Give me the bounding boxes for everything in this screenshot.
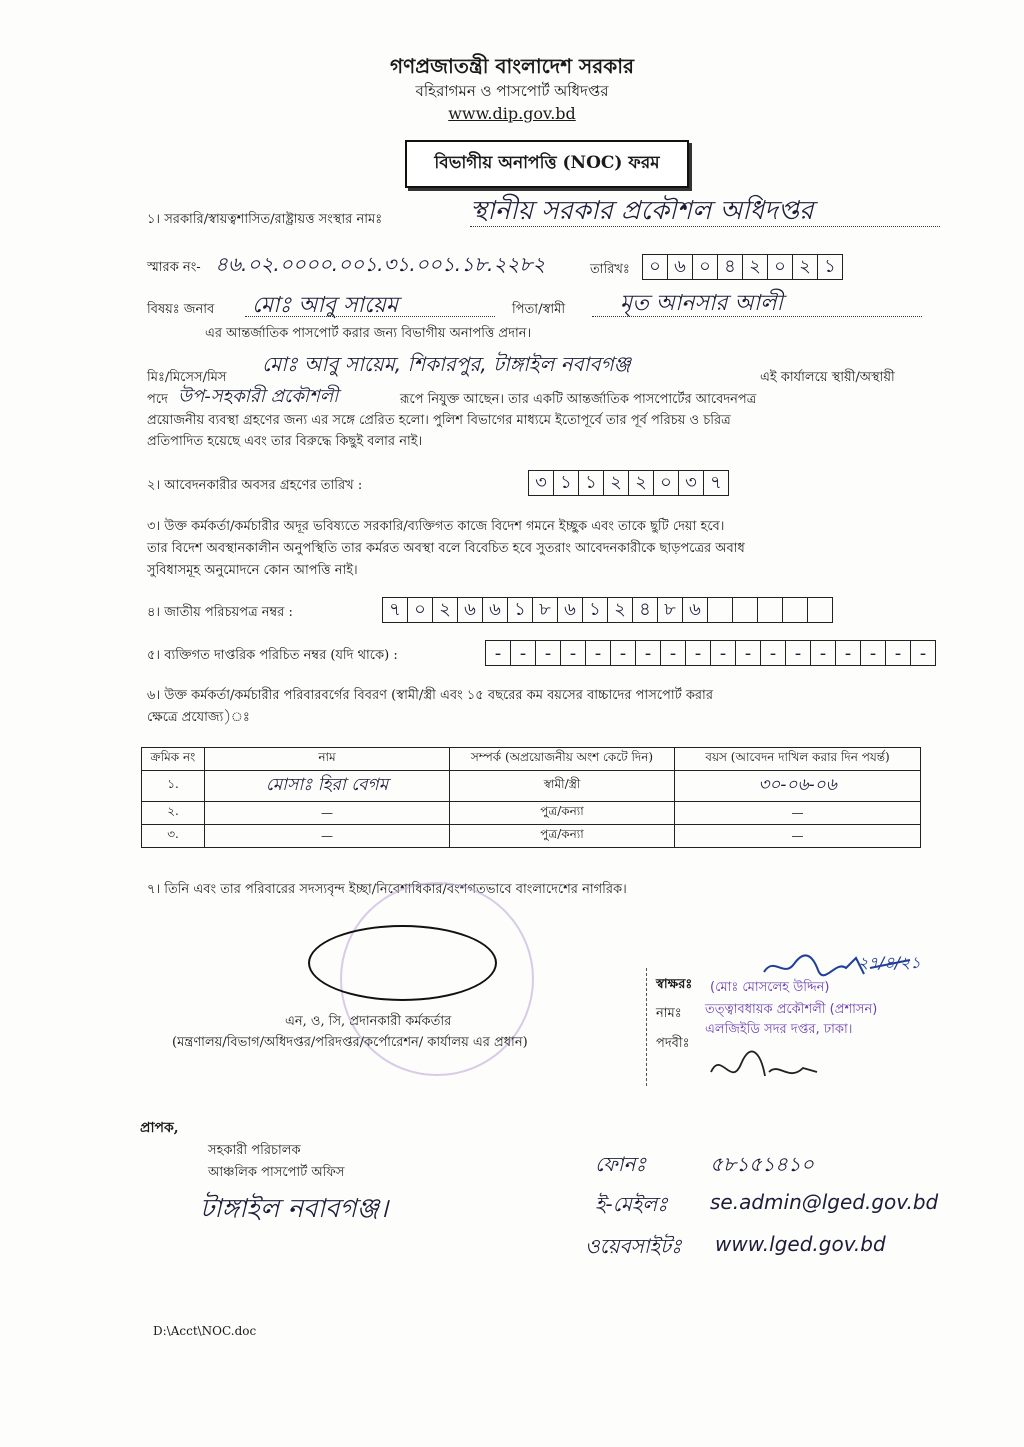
office-id-digit: - [761,641,786,665]
retire-digit: ৭ [710,471,722,493]
cell-age: — [675,825,921,848]
name-label: নামঃ [656,1006,682,1021]
nid-digit: ৮ [658,598,683,622]
phone-value: ৫৮১৫১৪১০ [710,1152,814,1176]
date-digit: ০ [643,255,668,279]
office-id-digit: - [886,641,911,665]
family-table-header [142,748,921,771]
date-digit: ৬ [668,255,693,279]
sec3-line1: ৩। উক্ত কর্মকর্তা/কর্মচারীর অদূর ভবিষ্যতে সরকারি/ব্যক্তিগত কাজে বিদেশ গমনে ইচ্ছুক এবং তাকে ছুটি দেয়া হবে। [147,519,725,534]
subject-dotline [245,316,495,317]
office-id-boxes [485,640,936,666]
noc-officer-line1: এন, ও, সি, প্রদানকারী কর্মকর্তার [285,1014,452,1029]
office-id-digit: - [736,641,761,665]
retire-digit: ১ [579,471,604,495]
nid-digit: ৮ [533,598,558,622]
memo-label: স্মারক নং- [147,260,201,275]
org-value: স্থানীয় সরকার প্রকৌশল অধিদপ্তর [470,196,814,226]
recipient-line2: আঞ্চলিক পাসপোর্ট অফিস [208,1165,345,1180]
nid-digit: ২ [433,598,458,622]
nid-label: ৪। জাতীয় পরিচয়পত্র নম্বর : [147,605,293,620]
retire-digit: ৩ [679,471,704,495]
date-digit: ৪ [718,255,743,279]
nid-digit: ১ [583,598,608,622]
web-label: ওয়েবসাইটঃ [585,1234,682,1258]
noc-officer-line2: (মন্ত্রণালয়/বিভাগ/অধিদপ্তর/পরিদপ্তর/কর্পোরেশন/ কার্যালয় এর প্রধান) [172,1035,528,1050]
sec3-line2: তার বিদেশ অবস্থানকালীন অনুপস্থিতি তার কর্মরত অবস্থা বলে বিবেচিত হবে সুতরাং আবেদনকারীকে ছাড়পত্রের অবাধ [147,541,745,556]
sig-date: ২৭/৪/২১ [858,953,921,972]
nid-digit [808,598,832,622]
cell-age: ৩০-০৬-০৬ [675,771,921,802]
memo-value: ৪৬.০২.০০০০.০০১.৩১.০০১.১৮.২২৮২ [215,252,546,276]
office-id-digit: - [586,641,611,665]
signature-divider [646,968,647,1086]
retire-digit: ০ [654,471,679,495]
nid-digit: ৬ [458,598,483,622]
date-digit: ০ [693,255,718,279]
para-office-suffix: এই কার্যালয়ে স্থায়ী/অস্থায়ী [760,370,895,385]
date-digit: ২ [743,255,768,279]
form-title: বিভাগীয় অনাপত্তি (NOC) ফরম [434,153,660,173]
cell-serial: ২. [142,802,205,825]
phone-label: ফোনঃ [595,1152,647,1176]
form-title-box [405,140,689,188]
office-id-digit: - [836,641,861,665]
subject-label: বিষয়ঃ জনাব [147,302,215,317]
org-label: ১। সরকারি/স্বায়ত্বশাসিত/রাষ্ট্রায়ত্ত সংস্থার নামঃ [147,212,383,227]
retire-digit: ২ [604,471,629,495]
office-id-digit: - [686,641,711,665]
date-digit: ১ [824,255,836,277]
office-id-digit: - [611,641,636,665]
seal-oval [308,925,497,1001]
father-label: পিতা/স্বামী [512,302,566,317]
nid-digit [783,598,808,622]
cell-name: মোসাঃ হিরা বেগম [205,771,450,802]
table-row [142,771,921,802]
nid-digit: ৬ [558,598,583,622]
stamp-post: তত্ত্বাবধায়ক প্রকৌশলী (প্রশাসন) [705,1002,878,1017]
table-row [142,802,921,825]
cell-serial: ১. [142,771,205,802]
sec3-line3: সুবিধাসমূহ অনুমোদনে কোন আপত্তি নাই। [147,563,358,578]
cell-relation: পুত্র/কন্যা [450,802,675,825]
office-id-digit: - [861,641,886,665]
header-subtitle: বহিরাগমন ও পাসপোর্ট অধিদপ্তর [415,82,609,100]
father-dotline [592,316,922,317]
subject-suffix: এর আন্তর্জাতিক পাসপোর্ট করার জন্য বিভাগীয় অনাপত্তি প্রদান। [205,326,532,341]
para-line1-rest: রূপে নিযুক্ত আছেন। তার একটি আন্তর্জাতিক পাসপোর্টের আবেদনপত্র [400,392,757,407]
web-value: www.lged.gov.bd [715,1232,886,1256]
para-post: উপ-সহকারী প্রকৌশলী [178,386,339,407]
col-serial: ক্রমিক নং [142,748,205,771]
cell-serial: ৩. [142,825,205,848]
retire-digit: ৩ [529,471,554,495]
nid-digit [733,598,758,622]
email-value: se.admin@lged.gov.bd [710,1190,939,1214]
nid-digit: ৬ [683,598,708,622]
nid-digit: ১ [508,598,533,622]
retire-label: ২। আবেদনকারীর অবসর গ্রহণের তারিখ : [147,478,363,493]
recipient-line1: সহকারী পরিচালক [208,1143,301,1158]
office-id-digit: - [511,641,536,665]
sec7-text: ৭। তিনি এবং তার পরিবারের সদস্যবৃন্দ ইচ্ছা/নিবেশাধিকার/বংশগতভাবে বাংলাদেশের নাগরিক। [147,882,627,897]
subject-name: মোঃ আবু সায়েম [252,293,399,318]
date-label: তারিখঃ [590,262,630,277]
nid-digit [758,598,783,622]
file-path: D:\Acct\NOC.doc [153,1324,257,1338]
para-post-label: পদে [147,392,168,407]
office-id-digit: - [919,642,927,664]
col-age: বয়স (আবেদন দাখিল করার দিন পযর্ন্ত) [675,748,921,771]
cell-relation: পুত্র/কন্যা [450,825,675,848]
para-name: মোঃ আবু সায়েম, শিকারপুর, টাঙ্গাইল নবাবগঞ্জ [262,352,631,376]
date-digit: ০ [768,255,793,279]
office-id-digit: - [536,641,561,665]
initials-signature [705,1042,825,1092]
office-id-digit: - [711,641,736,665]
col-relation: সম্পর্ক (অপ্রয়োজনীয় অংশ কেটে দিন) [450,748,675,771]
email-label: ই-মেইলঃ [595,1192,668,1216]
nid-digit: ৪ [633,598,658,622]
retire-date-boxes [528,470,729,496]
office-id-digit: - [661,641,686,665]
sig-label: স্বাক্ষরঃ [656,977,693,992]
retire-digit: ২ [629,471,654,495]
office-id-label: ৫। ব্যক্তিগত দাপ্তরিক পরিচিত নম্বর (যদি থাকে) : [147,648,398,663]
office-id-digit: - [636,641,661,665]
header-website: www.dip.gov.bd [448,104,576,123]
sec6-line1: ৬। উক্ত কর্মকর্তা/কর্মচারীর পরিবারবর্গের বিবরণ (স্বামী/স্ত্রী এবং ১৫ বছরের কম বয়সের বাচ্চাদের পাসপোর্ট করার [147,688,713,703]
father-value: মৃত আনসার আলী [620,291,783,316]
stamp-office: এলজিইডি সদর দপ্তর, ঢাকা। [705,1022,853,1037]
nid-digit: ৭ [383,598,408,622]
office-id-digit: - [811,641,836,665]
office-id-digit: - [786,641,811,665]
office-id-digit: - [561,641,586,665]
nid-digit: ০ [408,598,433,622]
recipient-line3: টাঙ্গাইল নবাবগঞ্জ। [200,1194,389,1224]
nid-digit: ৬ [483,598,508,622]
nid-digit: ২ [608,598,633,622]
table-row [142,825,921,848]
nid-boxes [382,597,833,623]
family-table [141,747,921,848]
post-label: পদবীঃ [656,1036,690,1051]
col-name: নাম [205,748,450,771]
para-prefix: মিঃ/মিসেস/মিস [147,370,227,385]
cell-age: — [675,802,921,825]
header-title: গণপ্রজাতন্ত্রী বাংলাদেশ সরকার [390,54,634,78]
org-dotline [470,226,940,227]
sec6-line2: ক্ষেত্রে প্রযোজ্য)ঃ [147,710,250,725]
stamp-name: (মোঃ মোসলেহ উদ্দিন) [710,980,830,995]
cell-name: — [205,825,450,848]
para-line2: প্রয়োজনীয় ব্যবস্থা গ্রহণের জন্য এর সঙ্গে প্রেরিত হলো। পুলিশ বিভাগের মাধ্যমে ইতোপূর্বে তার পূর্ব পরিচয় ও চরিত্র [147,413,731,428]
para-line3: প্রতিপাদিত হয়েছে এবং তার বিরুদ্ধে কিছুই বলার নাই। [147,434,423,449]
cell-relation: স্বামী/স্ত্রী [450,771,675,802]
recipient-label: প্রাপক, [140,1120,179,1136]
date-digit: ২ [793,255,818,279]
office-id-digit: - [486,641,511,665]
retire-digit: ১ [554,471,579,495]
nid-digit [708,598,733,622]
date-boxes [642,254,843,280]
cell-name: — [205,802,450,825]
